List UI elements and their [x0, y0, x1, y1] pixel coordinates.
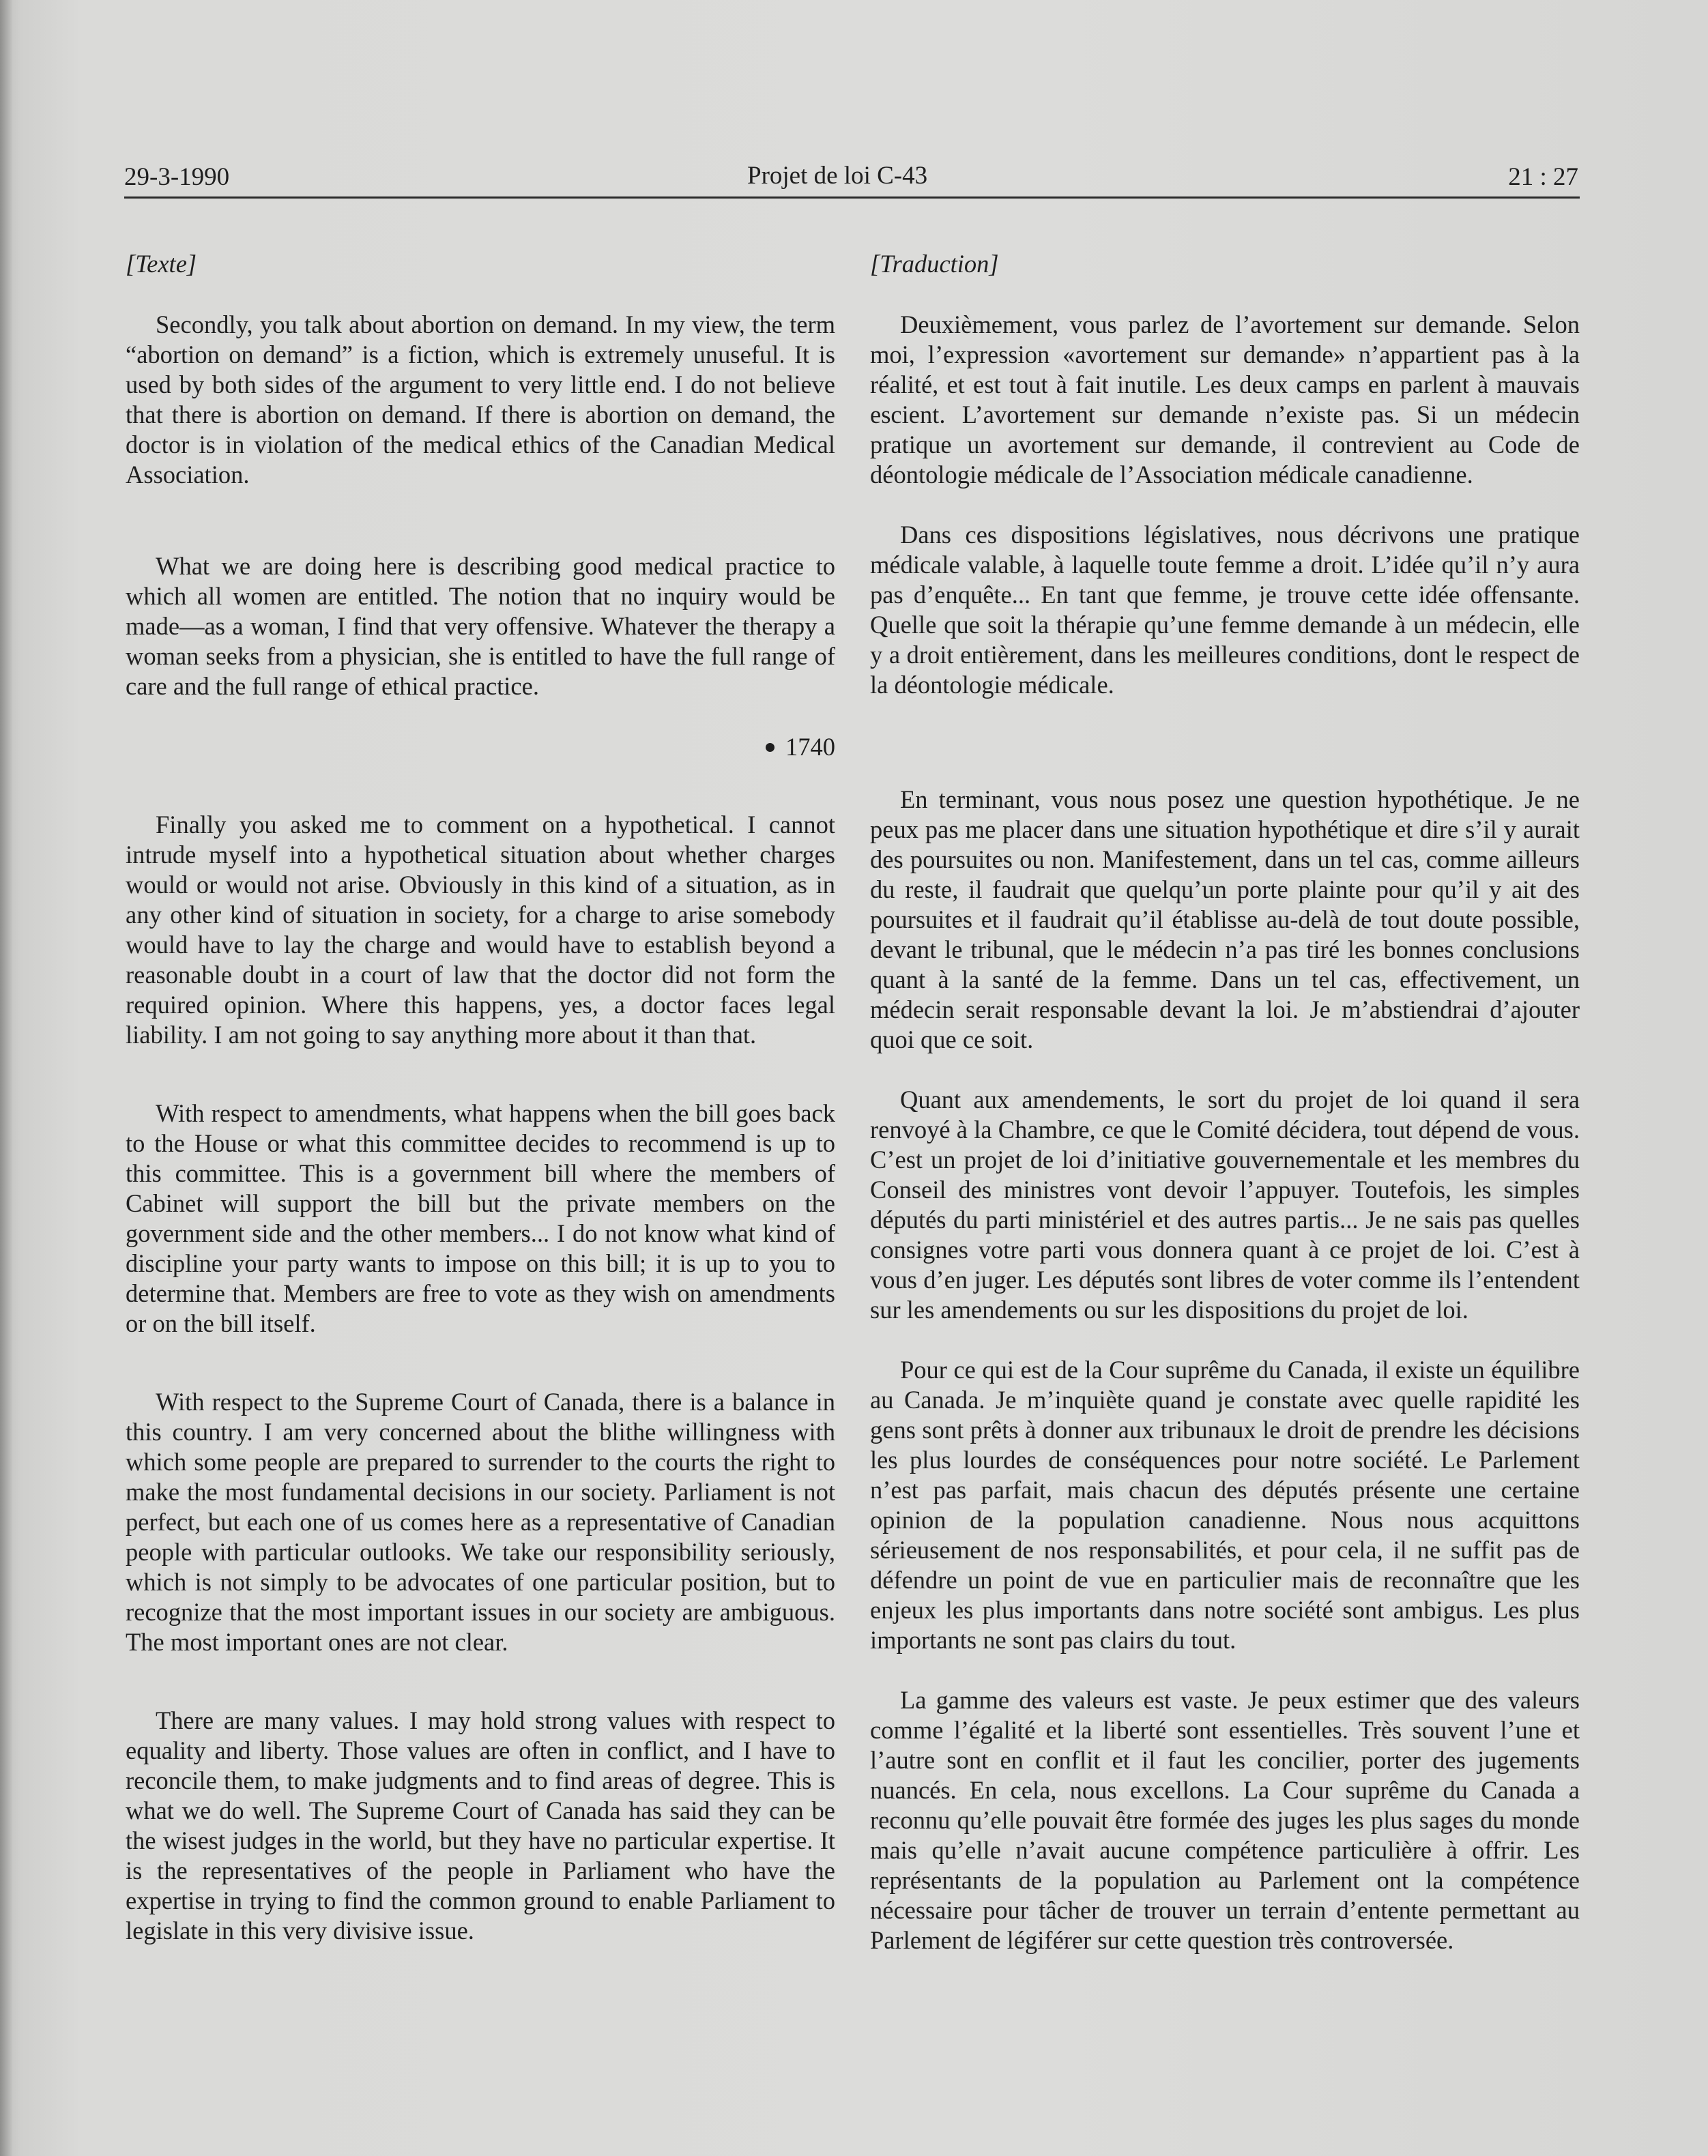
time-marker-label: 1740 — [785, 733, 835, 761]
paragraph: Pour ce qui est de la Cour suprême du Canada, il existe un équilibre au Canada. Je m’inquiète quand je constate avec quelle rapidité les gens sont prêts à donner aux tribunaux le droit de prendre les décisions les plus lourdes de conséquences pour notre société. Le Parlement n’est pas parfait, mais chacun des députés présente une certaine opinion de la population canadienne. Nous nous acquittons sérieusement de nos responsabilités, et pour cela, il ne suffit pas de défendre un point de vue en particulier mais de reconnaître que les enjeux les plus importants dans notre société sont ambigus. Les plus importants ne sont pas clairs du tout. — [870, 1356, 1580, 1654]
column-tag: [Traduction] — [870, 250, 999, 278]
paragraph: La gamme des valeurs est vaste. Je peux estimer que des valeurs comme l’égalité et la liberté sont essentielles. Très souvent l’une et l’autre sont en conflit et il faut les concilier, porter des jugements nuancés. En cela, nous excellons. La Cour suprême du Canada a reconnu qu’elle pouvait être formée des juges les plus sages du monde mais qu’elle n’avait aucune compétence particulière à offrir. Les représentants de la population au Parlement ont la compétence nécessaire pour tâcher de trouver un terrain d’entente permettant au Parlement de légiférer sur cette question très controversée. — [870, 1686, 1580, 1954]
paragraph: Quant aux amendements, le sort du projet de loi quand il sera renvoyé à la Chambre, ce que le Comité décidera, tout dépend de vous. C’est un projet de loi d’initiative gouvernementale et les membres du Conseil des ministres vont devoir l’appuyer. Toutefois, les simples députés du parti ministériel et des autres partis... Je ne sais pas quelles consignes votre parti vous donnera quant à ce projet de loi. C’est à vous d’en juger. Les députés sont libres de voter comme ils l’entendent sur les amendements ou sur les dispositions du projet de loi. — [870, 1086, 1580, 1324]
header-title: Projet de loi C-43 — [747, 162, 928, 190]
paragraph: Secondly, you talk about abortion on demand. In my view, the term “abortion on demand” is a fiction, which is extremely unuseful. It is used by both sides of the argument to very little end. I do not believe that there is abortion on demand. If there is abortion on demand, the doctor is in violation of the medical ethics of the Canadian Medical Association. — [126, 310, 835, 489]
column-tag: [Texte] — [126, 250, 197, 278]
paragraph: En terminant, vous nous posez une question hypothétique. Je ne peux pas me placer dans une situation hypothétique et dire s’il y aurait des poursuites ou non. Manifestement, dans un tel cas, comme ailleurs du reste, il faudrait que quelqu’un porte plainte pour qu’il y ait des poursuites et il faudrait qu’il établisse au-delà de tout doute possible, devant le tribunal, que le médecin n’a pas tiré les bonnes conclusions quant à la santé de la femme. Dans un tel cas, effectivement, un médecin serait responsable devant la loi. Je m’abstiendrai d’ajouter quoi que ce soit. — [870, 785, 1580, 1053]
french-column — [870, 249, 1580, 1955]
paragraph: Deuxièmement, vous parlez de l’avortement sur demande. Selon moi, l’expression «avortement sur demande» n’appartient pas à la réalité, et est tout à fait inutile. Les deux camps en parlent à mauvais escient. L’avortement sur demande n’existe pas. Si un médecin pratique un avortement sur demande, il contrevient au Code de déontologie médicale de l’Association médicale canadienne. — [870, 310, 1580, 489]
paragraph: What we are doing here is describing good medical practice to which all women are entitled. The notion that no inquiry would be made—as a woman, I find that very offensive. Whatever the therapy a woman seeks from a physician, she is entitled to have the full range of care and the full range of ethical practice. — [126, 552, 835, 700]
header-date: 29-3-1990 — [124, 163, 230, 191]
book-spine-shadow — [0, 0, 12, 2156]
paragraph: There are many values. I may hold strong values with respect to equality and liberty. Those values are often in conflict, and I have to reconcile them, to make judgments and to find areas of degree. This is what we do well. The Supreme Court of Canada has said they can be the wisest judges in the world, but they have no particular expertise. It is the representatives of the people in Parliament who have the expertise in trying to find the common ground to enable Parliament to legislate in this very divisive issue. — [126, 1706, 835, 1944]
paragraph: Dans ces dispositions législatives, nous décrivons une pratique médicale valable, à laquelle toute femme a droit. L’idée qu’il n’y aura pas d’enquête... En tant que femme, je trouve cette idée offensante. Quelle que soit la thérapie qu’une femme demande à un médecin, elle y a droit entièrement, dans les meilleures conditions, dont le respect de la déontologie médicale. — [870, 521, 1580, 699]
paragraph: Finally you asked me to comment on a hypothetical. I cannot intrude myself into a hypothetical situation about whether charges would or would not arise. Obviously in this kind of a situation, as in any other kind of situation in society, for a charge to arise somebody would have to lay the charge and would have to establish beyond a reasonable doubt in a court of law that the doctor did not form the required opinion. Where this happens, yes, a doctor faces legal liability. I am not going to say anything more about it than that. — [126, 811, 835, 1049]
header-rule — [124, 196, 1580, 199]
time-marker — [126, 732, 835, 762]
header-page-number: 21 : 27 — [1508, 163, 1578, 191]
english-column — [126, 249, 835, 1946]
paragraph: With respect to amendments, what happens when the bill goes back to the House or what this committee decides to recommend is up to this committee. This is a government bill where the members of Cabinet will support the bill but the private members on the government side and the other members... I do not know what kind of discipline your party wants to impose on this bill; it is up to you to determine that. Members are free to vote as they wish on amendments or on the bill itself. — [126, 1099, 835, 1337]
paragraph: With respect to the Supreme Court of Canada, there is a balance in this country. I am very concerned about the blithe willingness with which some people are prepared to surrender to the courts the right to make the most fundamental decisions in our society. Parliament is not perfect, but each one of us comes here as a representative of Canadian people with particular outlooks. We take our responsibility seriously, which is not simply to be advocates of one particular position, but to recognize that the most important issues in our society are ambiguous. The most important ones are not clear. — [126, 1388, 835, 1656]
bullet-icon — [766, 743, 775, 752]
